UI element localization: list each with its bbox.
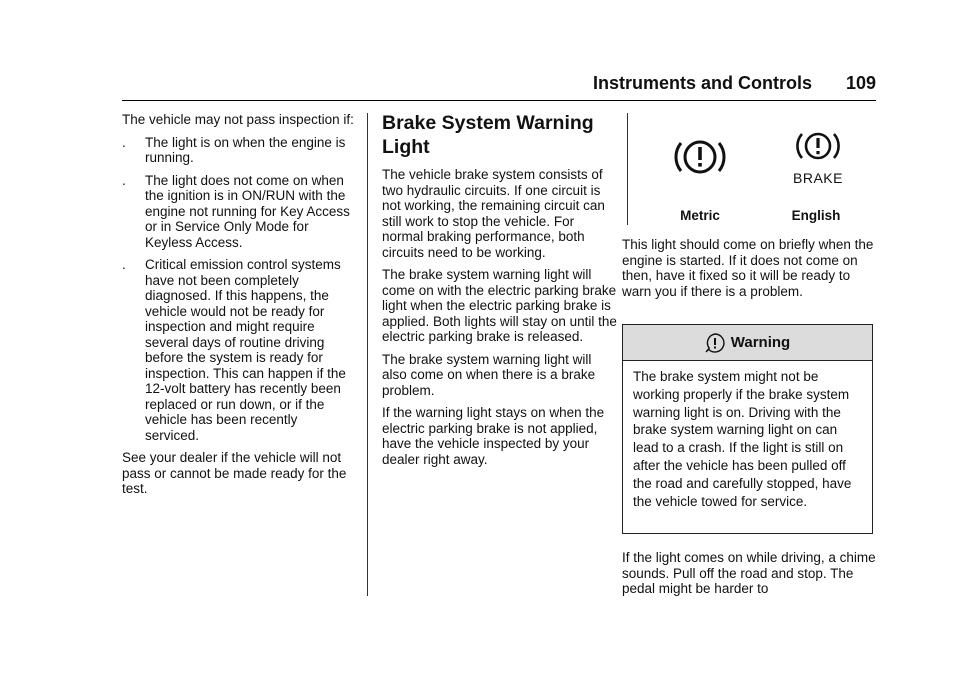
intro-text: The vehicle may not pass inspection if: [122,112,354,127]
section-heading [382,111,618,159]
bullet-marker: . [122,134,126,150]
column-divider-right [627,113,628,225]
brake-warning-metric-icon [672,136,728,183]
left-column [122,112,354,504]
header-divider [122,100,876,101]
english-caption: English [791,208,841,223]
paragraph: The vehicle brake system consists of two hydraulic circuits. If one circuit is not working, the remaining circuit can still work to stop the vehicle. For normal braking performance, both circuits need to be working. [382,167,605,260]
list-item [122,135,354,166]
middle-column [382,111,618,474]
right-column-paragraph-1 [622,237,876,306]
brake-warning-english-icon [790,128,846,186]
warning-exclamation-icon [705,333,725,353]
right-column-paragraph-2 [622,550,876,604]
metric-caption: Metric [680,208,720,223]
paragraph: If the light comes on while driving, a chime sounds. Pull off the road and stop. The pedal might be harder to [622,550,876,596]
list-item-text: The light does not come on when the ignition is in ON/RUN with the engine not running for Key Access or in Service Only Mode for Keyless Access. [145,172,350,250]
warning-box [622,324,873,534]
heading-line-2: Light [382,136,430,158]
bullet-marker: . [122,172,126,188]
warning-header [623,325,872,361]
list-item-text: Critical emission control systems have not been completely diagnosed. If this happens, the vehicle would not be ready for inspection and might require several days of routine driving before the system is ready for inspection. This can happen if the 12-volt battery has recently been replaced or run down, or if the vehicle has been recently serviced. [145,257,346,443]
list-item [122,173,354,251]
bullet-marker: . [122,257,126,272]
paragraph: This light should come on briefly when the engine is started. If it does not come on then, have it fixed so it will be ready to warn you if there is a problem. [622,237,874,299]
list-item-text: The light is on when the engine is running. [145,134,346,165]
paragraph: The brake system warning light will also come on when there is a brake problem. [382,351,596,398]
column-divider-left [367,113,368,596]
warning-title: Warning [730,334,791,351]
list-item [122,257,354,443]
heading-line-1: Brake System Warning [382,112,594,134]
warning-body: The brake system might not be working properly if the brake system warning light is on. Driving with the brake system warning light on can lead to a crash. If the light is still on after the vehicle has been pulled off the road and carefully stopped, have the vehicle towed for service. [633,369,852,509]
paragraph: If the warning light stays on when the electric parking brake is not applied, have the vehicle inspected by your dealer right away. [382,405,605,467]
closing-text: See your dealer if the vehicle will not pass or cannot be made ready for the test. [122,450,347,496]
section-title: Instruments and Controls [592,73,812,93]
brake-icon-label: BRAKE [793,170,843,186]
paragraph: The brake system warning light will come on with the electric parking brake light when the electric parking brake is applied. Both lights will stay on until the electric parking brake is released. [382,267,617,344]
page-number: 109 [845,73,876,93]
